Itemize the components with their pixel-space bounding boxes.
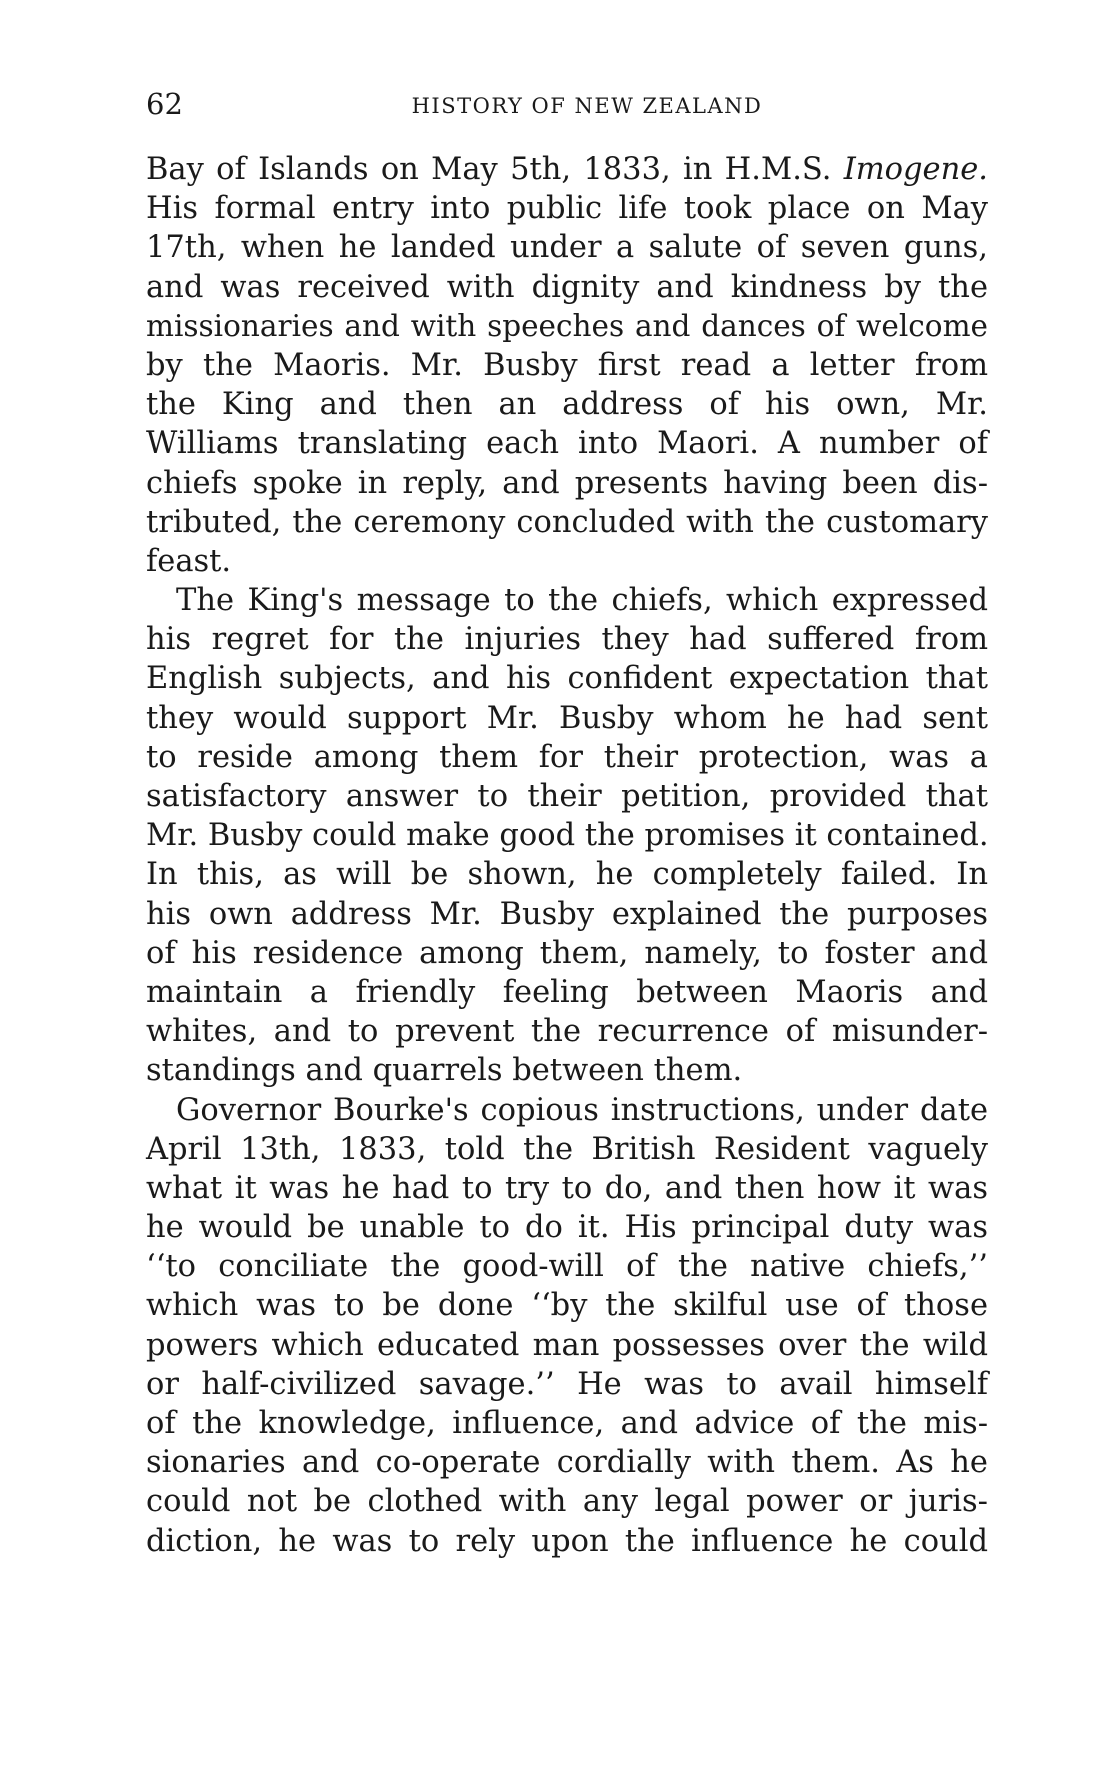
text-line: and was received with dignity and kindness by the	[146, 269, 988, 305]
text-line: of the knowledge, influence, and advice of the mis-	[146, 1406, 988, 1441]
text-line: English subjects, and his confident expectation that	[146, 661, 988, 697]
text-line: which was to be done ‘‘by the skilful use of those	[146, 1288, 988, 1324]
text-line: His formal entry into public life took place on May	[146, 191, 988, 227]
text-line: missionaries and with speeches and dances of welcome	[146, 308, 988, 343]
body-text	[146, 150, 988, 1561]
text-line: what it was he had to try to do, and then how it was	[146, 1170, 988, 1206]
text-line: chiefs spoke in reply, and presents having been dis-	[146, 465, 988, 501]
text-line: ‘‘to conciliate the good-will of the native chiefs,’’	[146, 1249, 988, 1285]
paragraph-2	[146, 581, 988, 1090]
text-line: they would support Mr. Busby whom he had sent	[146, 700, 988, 736]
text-line: feast.	[146, 543, 232, 579]
text-line: standings and quarrels between them.	[146, 1053, 743, 1089]
paragraph-1	[146, 150, 988, 581]
text-line-roman: Bay of Islands on May 5th, 1833, in H.M.S.	[146, 152, 832, 187]
text-line: satisfactory answer to their petition, provided that	[146, 779, 988, 814]
text-line: whites, and to prevent the recurrence of misunder-	[146, 1014, 988, 1050]
text-line: Mr. Busby could make good the promises it contained.	[146, 818, 989, 854]
text-line: April 13th, 1833, told the British Resident vaguely	[146, 1131, 988, 1167]
text-line: of his residence among them, namely, to foster and	[146, 935, 988, 971]
text-line: his regret for the injuries they had suffered from	[146, 622, 988, 658]
text-line: In this, as will be shown, he completely failed. In	[146, 857, 988, 893]
text-line: or half-civilized savage.’’ He was to avail himself	[146, 1366, 988, 1402]
page-header	[146, 82, 988, 126]
text-line: powers which educated man possesses over the wild	[146, 1327, 988, 1363]
text-line: tributed, the ceremony concluded with the customary	[146, 504, 988, 540]
text-line: Governor Bourke's copious instructions, under date	[176, 1092, 988, 1128]
text-line: the King and then an address of his own, Mr.	[146, 387, 988, 423]
text-line: maintain a friendly feeling between Maoris and	[146, 974, 988, 1010]
text-line: sionaries and co-operate cordially with them. As he	[146, 1445, 988, 1481]
paragraph-3	[146, 1091, 988, 1561]
text-line: by the Maoris. Mr. Busby first read a letter from	[146, 347, 988, 383]
running-head: HISTORY OF NEW ZEALAND	[411, 94, 763, 118]
page-number: 62	[146, 87, 183, 121]
ship-name-italic: Imogene.	[843, 152, 988, 187]
text-line: his own address Mr. Busby explained the purposes	[146, 896, 988, 932]
text-line: diction, he was to rely upon the influence he could	[146, 1523, 988, 1559]
text-line: The King's message to the chiefs, which expressed	[176, 583, 988, 619]
text-line: he would be unable to do it. His principal duty was	[146, 1210, 988, 1246]
text-line: 17th, when he landed under a salute of seven guns,	[146, 230, 988, 266]
text-line: could not be clothed with any legal power or juris-	[146, 1484, 988, 1520]
text-line: to reside among them for their protection, was a	[146, 739, 988, 775]
text-line: Williams translating each into Maori. A number of	[146, 426, 988, 462]
text-line	[146, 150, 988, 189]
